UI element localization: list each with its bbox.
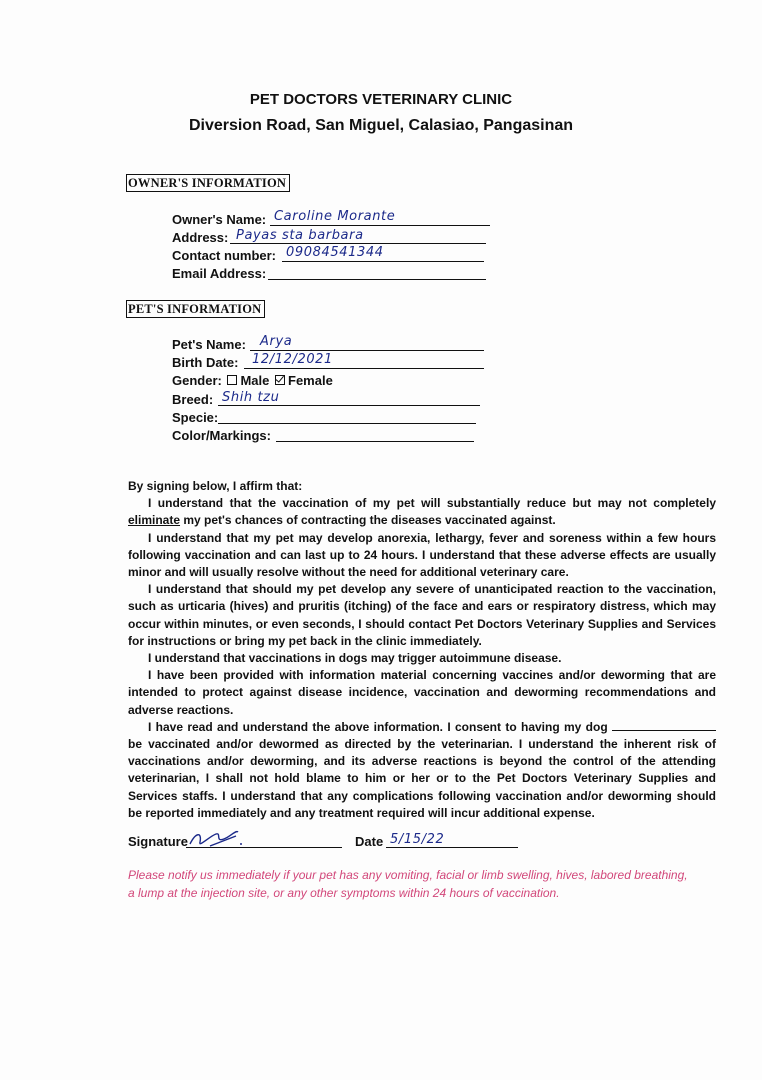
affirmation-p1-part-a: I understand that the vaccination of my pet will substantially reduce but may not completely bbox=[148, 496, 716, 511]
birth-date-value[interactable]: 12/12/2021 bbox=[252, 352, 333, 367]
owner-name-value[interactable]: Caroline Morante bbox=[274, 209, 396, 224]
specie-label: Specie: bbox=[172, 410, 219, 425]
date-line bbox=[386, 847, 518, 848]
signature-label: Signature bbox=[128, 834, 188, 849]
gender-male-checkbox[interactable] bbox=[227, 375, 237, 385]
breed-line bbox=[218, 405, 480, 406]
pet-name-line bbox=[250, 350, 484, 351]
email-address-label: Email Address: bbox=[172, 266, 267, 281]
affirmation-paragraph-6 bbox=[128, 719, 716, 822]
affirmation-p6-part-a: I have read and understand the above information. I consent to having my dog bbox=[148, 719, 608, 734]
breed-label: Breed: bbox=[172, 392, 214, 407]
owner-name-label: Owner's Name: bbox=[172, 212, 267, 227]
signature-scribble[interactable] bbox=[186, 826, 246, 850]
affirmation-paragraph-5: I have been provided with information material concerning vaccines and/or deworming that are intended to protect against disease incidence, vaccination and deworming recommendations and adverse reactions. bbox=[128, 668, 716, 717]
affirmation-paragraph-1 bbox=[128, 495, 716, 529]
gender-female-label: Female bbox=[288, 373, 333, 388]
affirmation-intro: By signing below, I affirm that: bbox=[128, 479, 303, 493]
contact-number-label: Contact number: bbox=[172, 248, 276, 263]
owner-address-label: Address: bbox=[172, 230, 229, 245]
pet-section-title: PET'S INFORMATION bbox=[126, 300, 265, 318]
dog-name-blank[interactable] bbox=[612, 719, 716, 731]
contact-number-value[interactable]: 09084541344 bbox=[286, 245, 384, 260]
notice-text: Please notify us immediately if your pet has any vomiting, facial or limb swelling, hives, labored breathing, a lump at the injection site, or any other symptoms within 24 hours of vaccination. bbox=[128, 868, 688, 900]
owner-address-line bbox=[230, 243, 486, 244]
affirmation-paragraph-4: I understand that vaccinations in dogs may trigger autoimmune disease. bbox=[148, 651, 562, 666]
affirmation-paragraph-3: I understand that should my pet develop any severe of unanticipated reaction to the vaccination, such as urticaria (hives) and pruritis (itching) of the face and ears or respiratory distress, which may occur within minutes, or even seconds, I should contact Pet Doctors Veterinary Supplies and Services for instructions or bring my pet back in the clinic immediately. bbox=[128, 582, 716, 648]
contact-number-line bbox=[282, 261, 484, 262]
pet-name-value[interactable]: Arya bbox=[260, 334, 293, 349]
owner-address-value[interactable]: Payas sta barbara bbox=[236, 228, 364, 243]
clinic-address: Diversion Road, San Miguel, Calasiao, Pangasinan bbox=[188, 117, 574, 134]
gender-label: Gender: bbox=[172, 373, 222, 388]
affirmation-p6-part-b: be vaccinated and/or dewormed as directed by the veterinarian. I understand the inherent risk of vaccinations and/or deworming, and its adverse reactions is beyond the control of the attending veterinarian, I shall not hold blame to him or her or to the Pet Doctors Veterinary Supplies and Services staffs. I understand that any complications following vaccination and/or deworming should be reported immediately and any treatment required will incur additional expense. bbox=[128, 737, 716, 820]
clinic-name: PET DOCTORS VETERINARY CLINIC bbox=[249, 91, 513, 108]
gender-male-label: Male bbox=[240, 373, 270, 388]
birth-date-line bbox=[244, 368, 484, 369]
gender-row bbox=[172, 373, 333, 389]
affirmation-block bbox=[128, 478, 716, 822]
affirmation-p1-part-b: my pet's chances of contracting the diseases vaccinated against. bbox=[183, 513, 556, 528]
owner-section-title: OWNER'S INFORMATION bbox=[126, 174, 290, 192]
color-markings-line bbox=[276, 441, 474, 442]
pet-name-label: Pet's Name: bbox=[172, 337, 246, 352]
breed-value[interactable]: Shih tzu bbox=[222, 390, 280, 405]
gender-female-checkbox[interactable] bbox=[275, 375, 285, 385]
date-label: Date bbox=[355, 834, 384, 849]
specie-line bbox=[218, 423, 476, 424]
owner-name-line bbox=[270, 225, 490, 226]
email-address-line bbox=[268, 279, 486, 280]
affirmation-p1-underlined: eliminate bbox=[128, 513, 181, 528]
birth-date-label: Birth Date: bbox=[172, 355, 239, 370]
date-value[interactable]: 5/15/22 bbox=[390, 832, 445, 847]
color-markings-label: Color/Markings: bbox=[172, 428, 271, 443]
affirmation-paragraph-2: I understand that my pet may develop anorexia, lethargy, fever and soreness within a few hours following vaccination and can last up to 24 hours. I understand that these adverse effects are usually minor and will usually resolve without the need for additional veterinary care. bbox=[128, 530, 716, 580]
